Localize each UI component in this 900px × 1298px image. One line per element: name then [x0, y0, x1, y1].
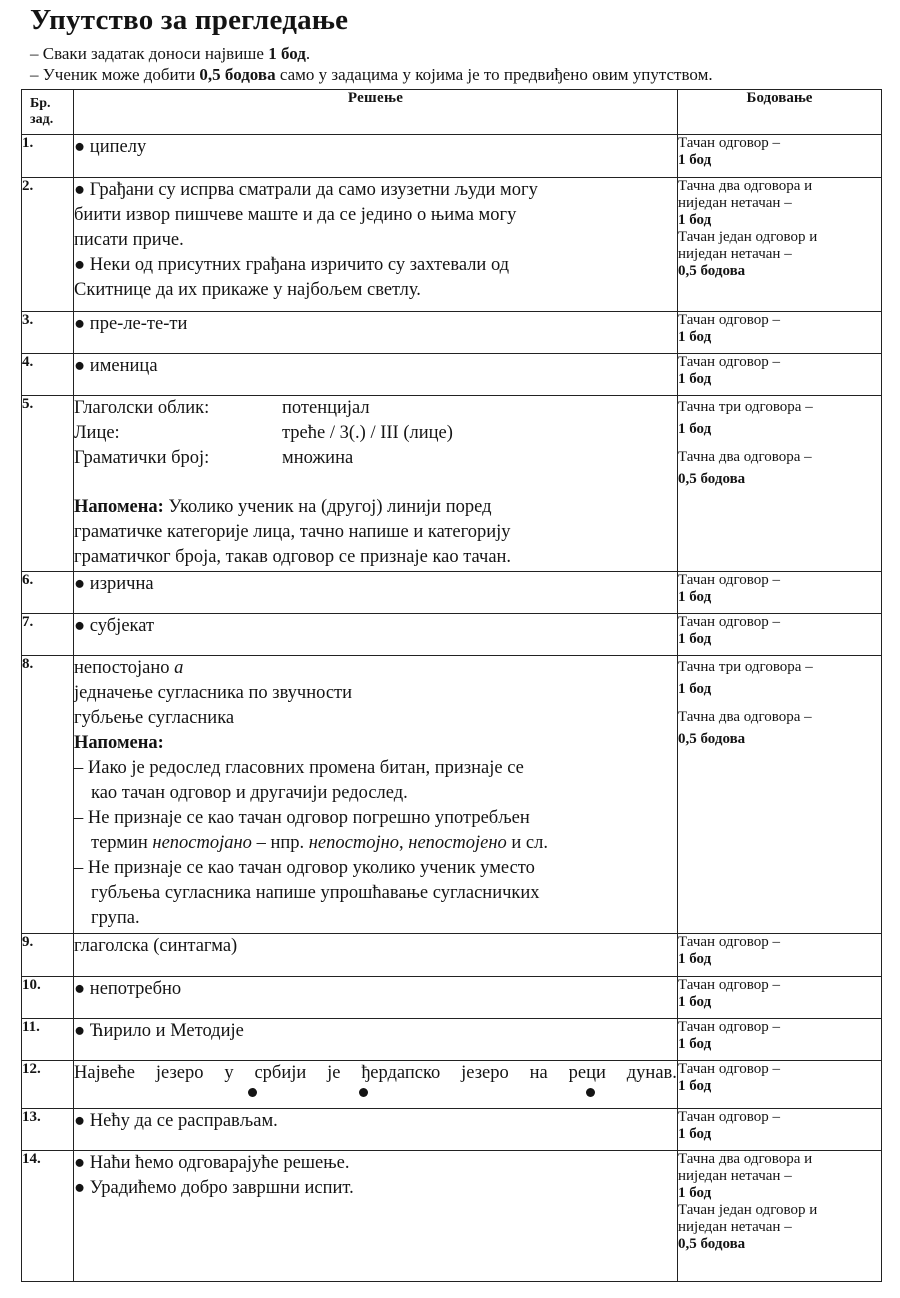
task-number: 1.	[22, 135, 74, 178]
task-solution: ● Ћирило и Методије	[74, 1019, 678, 1061]
task-number: 13.	[22, 1109, 74, 1151]
task-points: Тачна два одговора и ниједан нетачан – 1 бод Тачан један одговор и ниједан нетачан – 0,5 бодова	[678, 1151, 882, 1282]
table-row	[22, 1019, 882, 1061]
task-solution: ● пре-ле-те-ти	[74, 312, 678, 354]
task-number: 7.	[22, 614, 74, 656]
table-row	[22, 396, 882, 572]
task-number: 10.	[22, 977, 74, 1019]
task-points: Тачан одговор – 1 бод	[678, 934, 882, 977]
task-solution: ● Грађани су испрва сматрали да само изузетни људи могу биити извор пишчеве маште и да се једино о њима могу писати приче. ● Неки од присутних грађана изричито су захтевали од Скитнице да их прикаже у најбољем светлу.	[74, 178, 678, 312]
error-markers	[74, 1086, 677, 1102]
table-row	[22, 178, 882, 312]
task-points: Тачна два одговора и ниједан нетачан – 1 бод Тачан један одговор и ниједан нетачан – 0,5 бодова	[678, 178, 882, 312]
task-number: 2.	[22, 178, 74, 312]
error-marker-dot	[586, 1088, 595, 1097]
table-row	[22, 614, 882, 656]
task-solution: непостојано а једначење сугласника по звучности губљење сугласника Напомена: – Иако је редослед гласовних промена битан, признаје се као тачан одговор и другачији редослед. – Не признаје се као тачан одговор погрешно употребљен термин непостојано – нпр. непостојно, непостојено и сл. – Не признаје се као тачан одговор уколико ученик уместо губљења сугласника напише упрошћавање сугласничких група.	[74, 656, 678, 934]
task-points: Тачан одговор – 1 бод	[678, 354, 882, 396]
task-solution: ● Нећу да се расправљам.	[74, 1109, 678, 1151]
task-note: Напомена: Уколико ученик на (другој) линији поред	[74, 497, 492, 517]
task-points: Тачан одговор – 1 бод	[678, 977, 882, 1019]
task-solution: ● Наћи ћемо одговарајуће решење. ● Урадићемо добро завршни испит.	[74, 1151, 678, 1282]
task-points: Тачан одговор – 1 бод	[678, 135, 882, 178]
error-marker-dot	[359, 1088, 368, 1097]
task-number: 14.	[22, 1151, 74, 1282]
task-solution: ● ципелу	[74, 135, 678, 178]
table-row	[22, 1109, 882, 1151]
task-solution: глаголска (синтагма)	[74, 934, 678, 977]
table-row	[22, 1151, 882, 1282]
task-points: Тачан одговор – 1 бод	[678, 312, 882, 354]
rule-half-points: – Ученик може добити 0,5 бодова само у задацима у којима је то предвиђено овим упутством.	[30, 65, 713, 84]
rule-max-points: – Сваки задатак доноси највише 1 бод.	[30, 44, 311, 63]
task-number: 5.	[22, 396, 74, 572]
task-number: 3.	[22, 312, 74, 354]
table-row	[22, 572, 882, 614]
task-number: 12.	[22, 1061, 74, 1109]
task-solution: ● изрична	[74, 572, 678, 614]
task-points: Тачан одговор – 1 бод	[678, 1019, 882, 1061]
error-marker-dot	[248, 1088, 257, 1097]
task-number: 8.	[22, 656, 74, 934]
task-solution: ● субјекат	[74, 614, 678, 656]
scoring-table	[21, 89, 882, 1282]
page-title: Упутство за прегледање	[30, 4, 349, 36]
table-row	[22, 934, 882, 977]
task-points: Тачан одговор – 1 бод	[678, 572, 882, 614]
task-points: Тачна три одговора – 1 бод Тачна два одговора – 0,5 бодова	[678, 396, 882, 572]
task-solution: ● непотребно	[74, 977, 678, 1019]
table-row	[22, 135, 882, 178]
task-note-label: Напомена:	[74, 733, 164, 753]
task-points: Тачан одговор – 1 бод	[678, 1109, 882, 1151]
column-header-task-number: Бр. зад.	[22, 90, 74, 135]
task-solution	[74, 1061, 678, 1109]
table-row	[22, 312, 882, 354]
sentence-with-errors: Највеће језеро у србији је ђердапско језеро на реци дунав.	[74, 1063, 677, 1083]
task-number: 4.	[22, 354, 74, 396]
task-number: 6.	[22, 572, 74, 614]
task-solution: ● именица	[74, 354, 678, 396]
task-points: Тачан одговор – 1 бод	[678, 1061, 882, 1109]
table-header-row	[22, 90, 882, 135]
table-row	[22, 1061, 882, 1109]
task-number: 9.	[22, 934, 74, 977]
task-number: 11.	[22, 1019, 74, 1061]
task-points: Тачан одговор – 1 бод	[678, 614, 882, 656]
task-solution: Глаголски облик: потенцијал Лице: треће / 3(.) / III (лице) Граматички број: множина Напомена: Уколико ученик на (другој) линији поред граматичке категорије лица, тачно напише и категорију граматичког броја, такав одговор се признаје као тачан.	[74, 396, 678, 572]
column-header-solution: Решење	[74, 90, 678, 135]
task-points: Тачна три одговора – 1 бод Тачна два одговора – 0,5 бодова	[678, 656, 882, 934]
column-header-points: Бодовање	[678, 90, 882, 135]
table-row	[22, 977, 882, 1019]
table-row	[22, 656, 882, 934]
table-row	[22, 354, 882, 396]
